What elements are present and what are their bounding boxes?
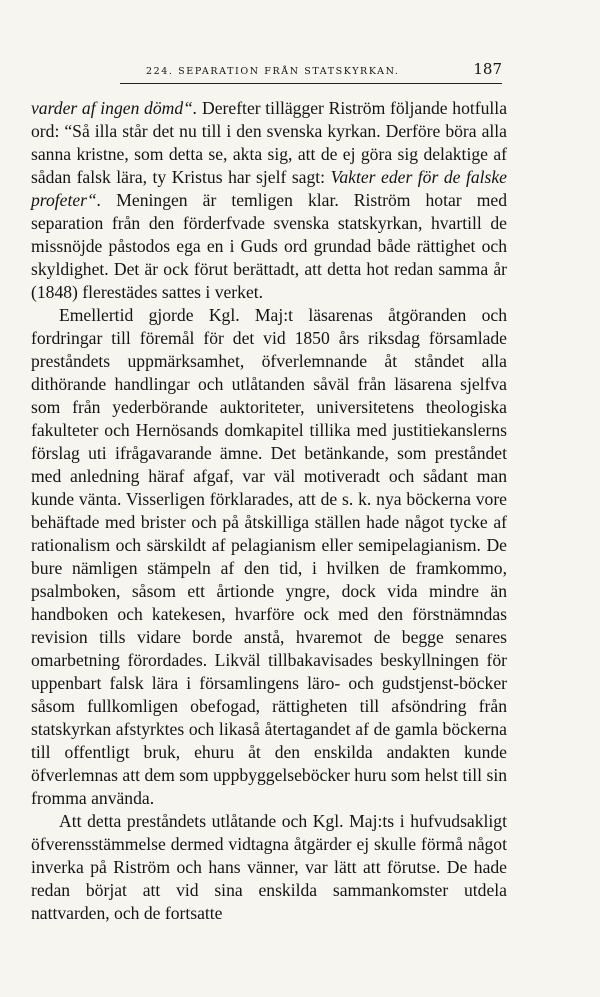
text-segment-italic: varder af ingen dömd“. (31, 98, 198, 118)
paragraph (31, 810, 507, 925)
body-text (31, 97, 507, 925)
running-title: 224. SEPARATION FRÅN STATSKYRKAN. (146, 66, 400, 77)
text-segment: Derefter tillägger Riström följande hotfulla ord: “Så illa står det nu till i den svenska kyrkan. Derföre böra alla sanna kristne, som detta se, akta sig, att de ej göra sig delaktige af sådan falsk lära, ty Kristus har sjelf sagt: (31, 98, 508, 187)
text-segment: Emellertid gjorde Kgl. Maj:t läsarenas åtgöranden och fordringar till föremål för det vid 1850 års riksdag församlade preståndets uppmärksamhet, öfverlemnande åt ståndet alla dithörande handlingar och utlåtanden såväl från läsarena sjelfva som från yederbörande auktoriteter, universitetens theologiska fakulteter och Hernösands domkapitel tillika med justitiekanslerns förslag uti ifrågavarande ämne. Det betänkande, som preståndet med anledning häraf afgaf, var väl motiveradt och sådant man kunde vänta. Visserligen förklarades, att de s. k. nya böckerna vore behäftade med brister och på åtskilliga ställen hade något tycke af rationalism och särskildt af pelagianism eller semipelagianism. De bure nämligen stämpeln af den tid, i hvilken de framkommo, psalmboken, såsom ett årtionde yngre, dock vida mindre än handboken och katekesen, hvarföre ock med den förstnämndas revision tills vidare borde anstå, hvaremot de begge senares omarbetning förordades. Likväl tillbakavisades beskyllningen för uppenbart falsk lära i församlingens läro- och gudstjenst-böcker såsom fullkomligen obefogad, rättigheten till afsöndring från statskyrkan afstyrktes och likaså återtagandet af de gamla böckerna till offentligt bruk, ehuru åt den enskilda andakten kunde öfverlemnas att dem som uppbyggelseböcker huru som helst till sin fromma använda. (31, 305, 507, 808)
page-header (120, 60, 502, 82)
text-segment: Att detta preståndets utlåtande och Kgl. Maj:ts i hufvudsakligt öfverensstämmelse dermed vidtagna åtgärder ej skulle förmå något inverka på Riström och hans vänner, var lätt att förutse. De hade redan börjat att vid sina enskilda sammankomster utdela nattvarden, och de fortsatte (31, 811, 507, 923)
paragraph (31, 97, 507, 304)
text-segment-italic: Vakter eder för de falske profeter“. (31, 167, 507, 210)
page-number: 187 (473, 60, 502, 78)
paragraph (31, 304, 507, 810)
header-rule (120, 83, 502, 84)
text-segment: Meningen är temligen klar. Riström hotar med separation från den förderfvade svenska statskyrkan, hvartill de missnöjde påstodos ega en i Guds ord grundad både rättighet och skyldighet. Det är ock förut berättadt, att detta hot redan samma år (1848) flerestädes sattes i verket. (31, 190, 507, 302)
